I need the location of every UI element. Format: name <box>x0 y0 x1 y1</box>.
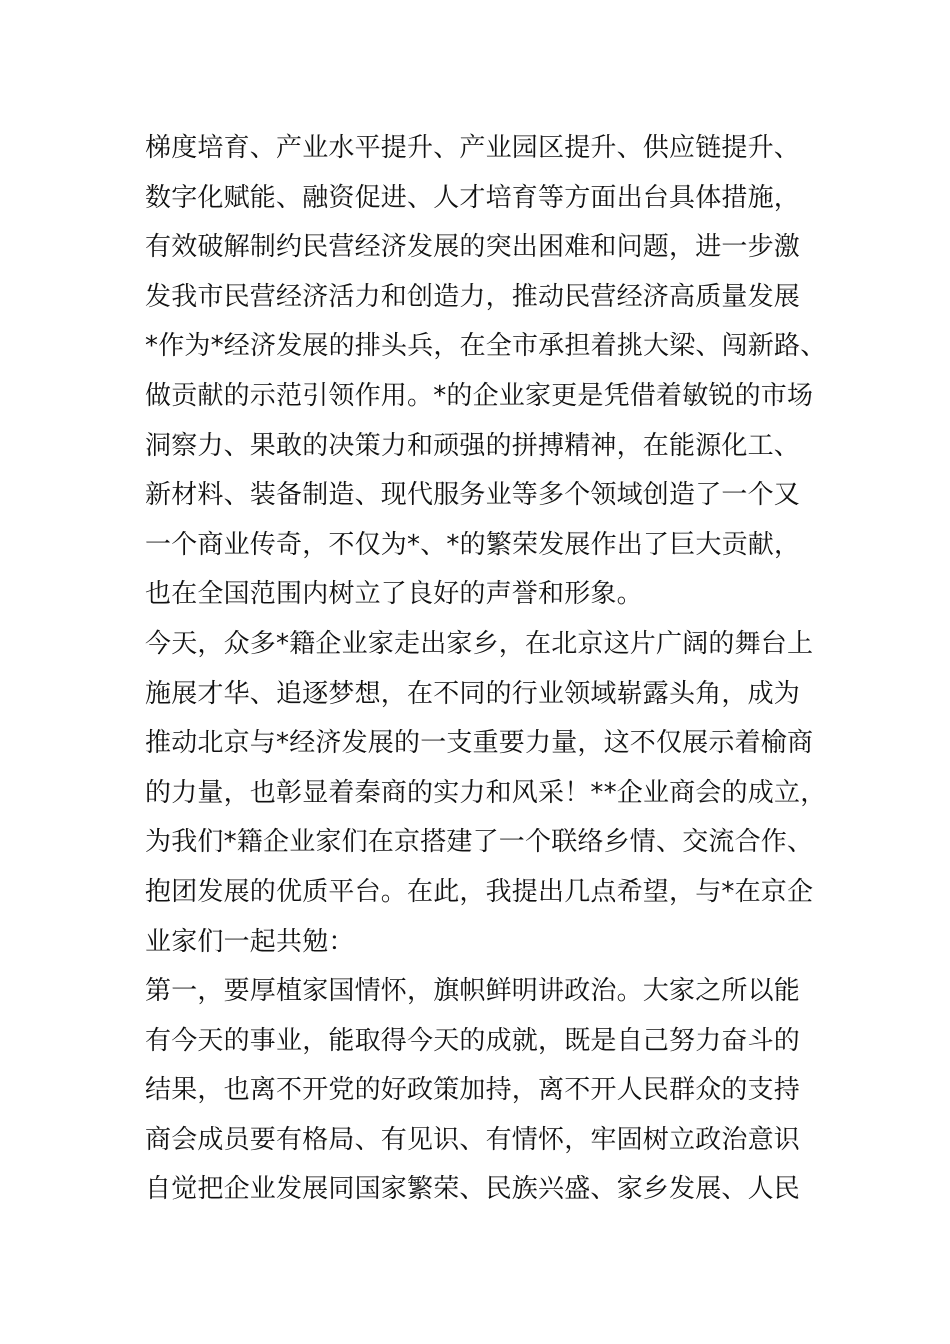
text-line: 也在全国范围内树立了良好的声誉和形象。 <box>145 579 643 610</box>
text-line: 推动北京与*经济发展的一支重要力量，这不仅展示着榆商 <box>145 728 814 759</box>
text-line: 抱团发展的优质平台。在此，我提出几点希望，与*在京企 <box>145 876 814 907</box>
text-line: *作为*经济发展的排头兵，在全市承担着挑大梁、闯新路、 <box>145 331 827 362</box>
text-line: 洞察力、果敢的决策力和顽强的拼搏精神，在能源化工、 <box>145 430 801 461</box>
text-line: 梯度培育、产业水平提升、产业园区提升、供应链提升、 <box>145 133 801 163</box>
text-line: 有今天的事业，能取得今天的成就，既是自己努力奋斗的 <box>145 1025 801 1056</box>
text-line: 业家们一起共勉： <box>145 926 355 957</box>
text-line: 的力量，也彰显着秦商的实力和风采！**企业商会的成立， <box>145 777 827 808</box>
text-line: 一个商业传奇，不仅为*、*的繁荣发展作出了巨大贡献， <box>145 529 801 560</box>
text-line: 有效破解制约民营经济发展的突出困难和问题，进一步激 <box>145 232 801 263</box>
text-line: 为我们*籍企业家们在京搭建了一个联络乡情、交流合作、 <box>145 827 814 858</box>
text-line: 发我市民营经济活力和创造力，推动民营经济高质量发展 <box>145 281 801 312</box>
body-text <box>145 124 835 1215</box>
text-line: 新材料、装备制造、现代服务业等多个领域创造了一个又 <box>145 480 801 511</box>
text-line: 做贡献的示范引领作用。*的企业家更是凭借着敏锐的市场 <box>145 380 814 411</box>
text-line: 施展才华、追逐梦想，在不同的行业领域崭露头角，成为 <box>145 678 801 709</box>
text-line: 今天，众多*籍企业家走出家乡，在北京这片广阔的舞台上 <box>145 628 814 659</box>
text-line: 商会成员要有格局、有见识、有情怀，牢固树立政治意识 <box>145 1124 801 1155</box>
text-line: 自觉把企业发展同国家繁荣、民族兴盛、家乡发展、人民 <box>145 1174 801 1205</box>
text-line: 结果，也离不开党的好政策加持，离不开人民群众的支持 <box>145 1075 801 1106</box>
text-line: 第一，要厚植家国情怀，旗帜鲜明讲政治。大家之所以能 <box>145 976 801 1007</box>
text-line: 数字化赋能、融资促进、人才培育等方面出台具体措施， <box>145 182 801 213</box>
